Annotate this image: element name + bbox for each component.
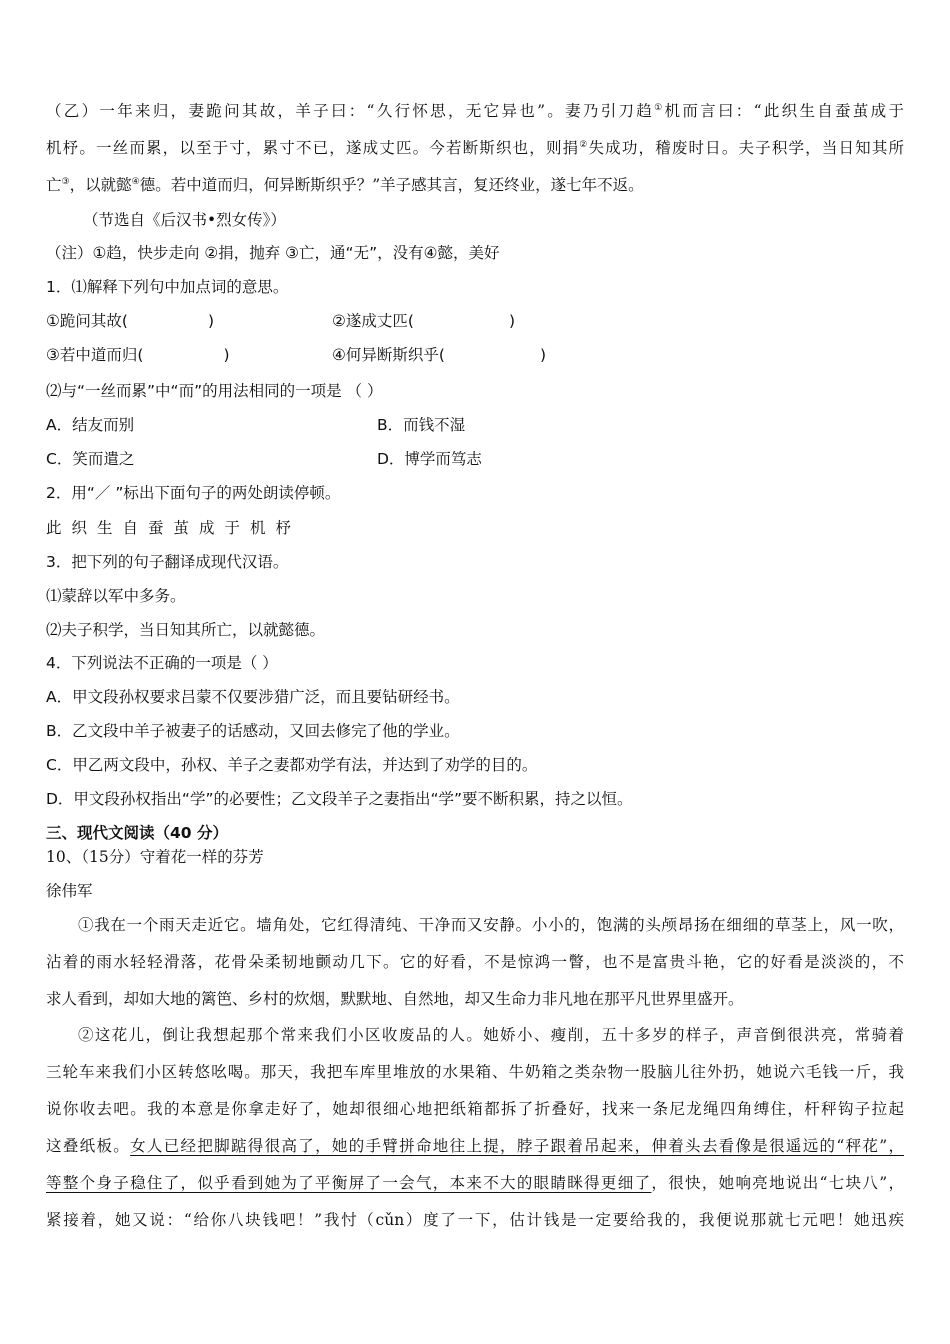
question-3-item-1: ⑴蒙辞以军中多务。 [46, 587, 186, 605]
paragraph-1-line-3: 求人看到，却如大地的篱笆、乡村的炊烟，默默地、自然地，却又生命力非凡地在那平凡世界里盛开。 [46, 990, 744, 1008]
footnote-marker: ② [579, 139, 589, 150]
yi-passage-line-1: （乙）一年来归，妻跪问其故，羊子曰：“久行怀思，无它异也”。妻乃引刀趋①机而言曰：“此织生自蚕茧成于 [46, 102, 904, 120]
question-4-option-c: C．甲乙两文段中，孙权、羊子之妻都劝学有法，并达到了劝学的目的。 [46, 756, 538, 774]
source-citation: （节选自《后汉书•烈女传》） [83, 211, 286, 229]
paragraph-1-line-1: ①我在一个雨天走近它。墙角处，它红得清纯、干净而又安静。小小的，饱满的头颅昂扬在细细的草茎上，风一吹， [78, 916, 904, 934]
question-4-title: 4．下列说法不正确的一项是（ ） [46, 654, 278, 672]
annotation-notes: （注）①趋，快步走向 ②捐，抛弃 ③亡，通“无”，没有④懿，美好 [46, 244, 500, 262]
question-1-part-2: ⑵与“一丝而累”中“而”的用法相同的一项是 （ ） [46, 382, 383, 400]
question-3-item-2: ⑵夫子积学，当日知其所亡，以就懿德。 [46, 621, 326, 639]
footnote-marker: ③ [61, 176, 70, 187]
underlined-passage: 女人已经把脚踮得很高了，她的手臂拼命地往上提，脖子跟着吊起来，伸着头去看像是很遥远的“秤花”， [130, 1137, 904, 1155]
question-10-title: 10、（15分）守着花一样的芬芳 [46, 848, 264, 866]
section-3-heading: 三、现代文阅读（40 分） [46, 824, 228, 842]
paragraph-2-line-1: ②这花儿，倒让我想起那个常来我们小区收废品的人。她娇小、瘦削，五十多岁的样子，声音倒很洪亮，常骑着 [78, 1026, 904, 1044]
paragraph-2-line-5: 等整个身子稳住了，似乎看到她为了平衡屏了一会气，本来不大的眼睛眯得更细了，很快，她响亮地说出“七块八”， [46, 1174, 904, 1192]
question-1-item-1: ①跪问其故( ) [46, 312, 215, 330]
question-1-item-4: ④何异断斯织乎( ) [332, 346, 547, 364]
question-1-title: 1．⑴解释下列句中加点词的意思。 [46, 278, 289, 296]
underlined-passage: 等整个身子稳住了，似乎看到她为了平衡屏了一会气，本来不大的眼睛眯得更细了 [46, 1174, 652, 1192]
question-1-option-b: B．而钱不湿 [377, 416, 466, 434]
question-1-item-3: ③若中道而归( ) [46, 346, 230, 364]
footnote-marker: ① [654, 102, 665, 113]
paragraph-2-line-2: 三轮车来我们小区转悠吆喝。那天，我把车库里堆放的水果箱、牛奶箱之类杂物一股脑儿往外扔，她说六毛钱一斤，我 [46, 1063, 904, 1081]
question-4-option-d: D．甲文段孙权指出“学”的必要性；乙文段羊子之妻指出“学”要不断积累，持之以恒。 [46, 790, 633, 808]
paragraph-2-line-3: 说你收去吧。我的本意是你拿走好了，她却很细心地把纸箱都拆了折叠好，找来一条尼龙绳四角缚住，杆秤钩子拉起 [46, 1100, 904, 1118]
yi-passage-line-2: 机杼。一丝而累，以至于寸，累寸不已，遂成丈匹。今若断斯织也，则捐②失成功，稽废时日。夫子积学，当日知其所 [46, 139, 904, 157]
question-1-option-c: C．笑而遣之 [46, 450, 135, 468]
question-1-option-a: A．结友而别 [46, 416, 135, 434]
question-1-item-2: ②遂成丈匹( ) [332, 312, 516, 330]
question-1-option-d: D．博学而笃志 [377, 450, 482, 468]
question-3-title: 3．把下列的句子翻译成现代汉语。 [46, 553, 289, 571]
paragraph-2-line-4: 这叠纸板。女人已经把脚踮得很高了，她的手臂拼命地往上提，脖子跟着吊起来，伸着头去看像是很遥远的“秤花”， [46, 1137, 904, 1155]
article-author: 徐伟军 [46, 882, 93, 900]
yi-passage-line-3: 亡③，以就懿④德。若中道而归，何异断斯织乎？”羊子感其言，复还终业，遂七年不返。 [46, 176, 644, 194]
paragraph-1-line-2: 沾着的雨水轻轻滑落，花骨朵柔韧地颤动几下。它的好看，不是惊鸿一瞥，也不是富贵斗艳，它的好看是淡淡的，不 [46, 953, 904, 971]
question-4-option-b: B．乙文段中羊子被妻子的话感动，又回去修完了他的学业。 [46, 722, 460, 740]
question-4-option-a: A．甲文段孙权要求吕蒙不仅要涉猎广泛，而且要钻研经书。 [46, 688, 460, 706]
paragraph-2-line-6: 紧接着，她又说：“给你八块钱吧！”我忖（cǔn）度了一下，估计钱是一定要给我的，我便说那就七元吧！她迅疾 [46, 1211, 904, 1229]
question-2-sentence: 此织生自蚕茧成于机杼 [46, 519, 302, 537]
footnote-marker: ④ [131, 176, 140, 187]
question-2-title: 2．用“／ ”标出下面句子的两处朗读停顿。 [46, 484, 341, 502]
